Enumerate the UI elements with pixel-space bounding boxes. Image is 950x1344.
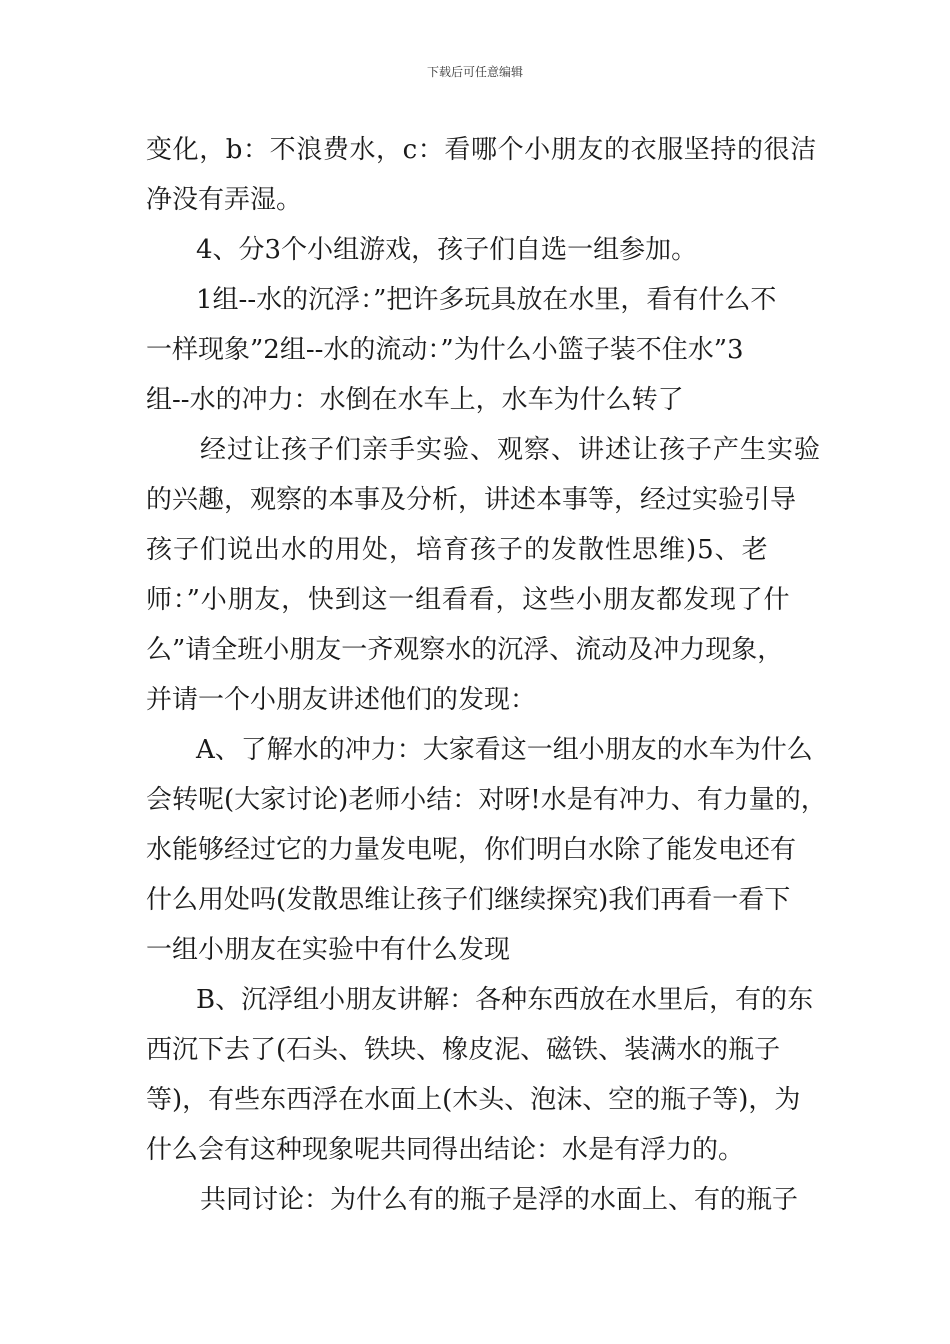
body-line: 西沉下去了(石头、铁块、橡皮泥、磁铁、装满水的瓶子 <box>146 1035 781 1065</box>
body-line: 孩子们说出水的用处，培育孩子的发散性思维)5、老 <box>146 535 769 565</box>
body-line: 共同讨论：为什么有的瓶子是浮的水面上、有的瓶子 <box>200 1185 799 1215</box>
body-line: 并请一个小朋友讲述他们的发现： <box>146 685 537 715</box>
body-line: 一组小朋友在实验中有什么发现 <box>146 935 511 965</box>
body-line: A、了解水的冲力：大家看这一组小朋友的水车为什么 <box>196 735 813 765</box>
body-line: 等)，有些东西浮在水面上(木头、泡沫、空的瓶子等)，为 <box>146 1085 801 1115</box>
body-line: 师：”小朋友，快到这一组看看，这些小朋友都发现了什 <box>146 585 791 615</box>
body-line: 什么用处吗(发散思维让孩子们继续探究)我们再看一看下 <box>146 885 791 915</box>
page-header: 下载后可任意编辑 <box>426 65 523 79</box>
body-line: 么”请全班小朋友一齐观察水的沉浮、流动及冲力现象， <box>146 635 784 665</box>
body-line: 经过让孩子们亲手实验、观察、讲述让孩子产生实验 <box>200 435 822 465</box>
body-line: 什么会有这种现象呢共同得出结论：水是有浮力的。 <box>146 1135 745 1165</box>
body-line: 会转呢(大家讨论)老师小结：对呀!水是有冲力、有力量的， <box>146 785 827 815</box>
body-line: 变化，b：不浪费水，c：看哪个小朋友的衣服坚持的很洁 <box>146 135 817 165</box>
body-line: 4、分3个小组游戏，孩子们自选一组参加。 <box>196 235 698 265</box>
body-line: 净没有弄湿。 <box>146 185 303 215</box>
body-line: 组--水的冲力：水倒在水车上，水车为什么转了 <box>146 385 684 415</box>
body-line: 一样现象”2组--水的流动：”为什么小篮子装不住水”3 <box>146 335 744 365</box>
body-line: 1组--水的沉浮：”把许多玩具放在水里，看有什么不 <box>196 285 777 315</box>
body-line: 水能够经过它的力量发电呢，你们明白水除了能发电还有 <box>146 835 797 865</box>
body-line: B、沉浮组小朋友讲解：各种东西放在水里后，有的东 <box>196 985 814 1015</box>
body-line: 的兴趣，观察的本事及分析，讲述本事等，经过实验引导 <box>146 485 797 515</box>
